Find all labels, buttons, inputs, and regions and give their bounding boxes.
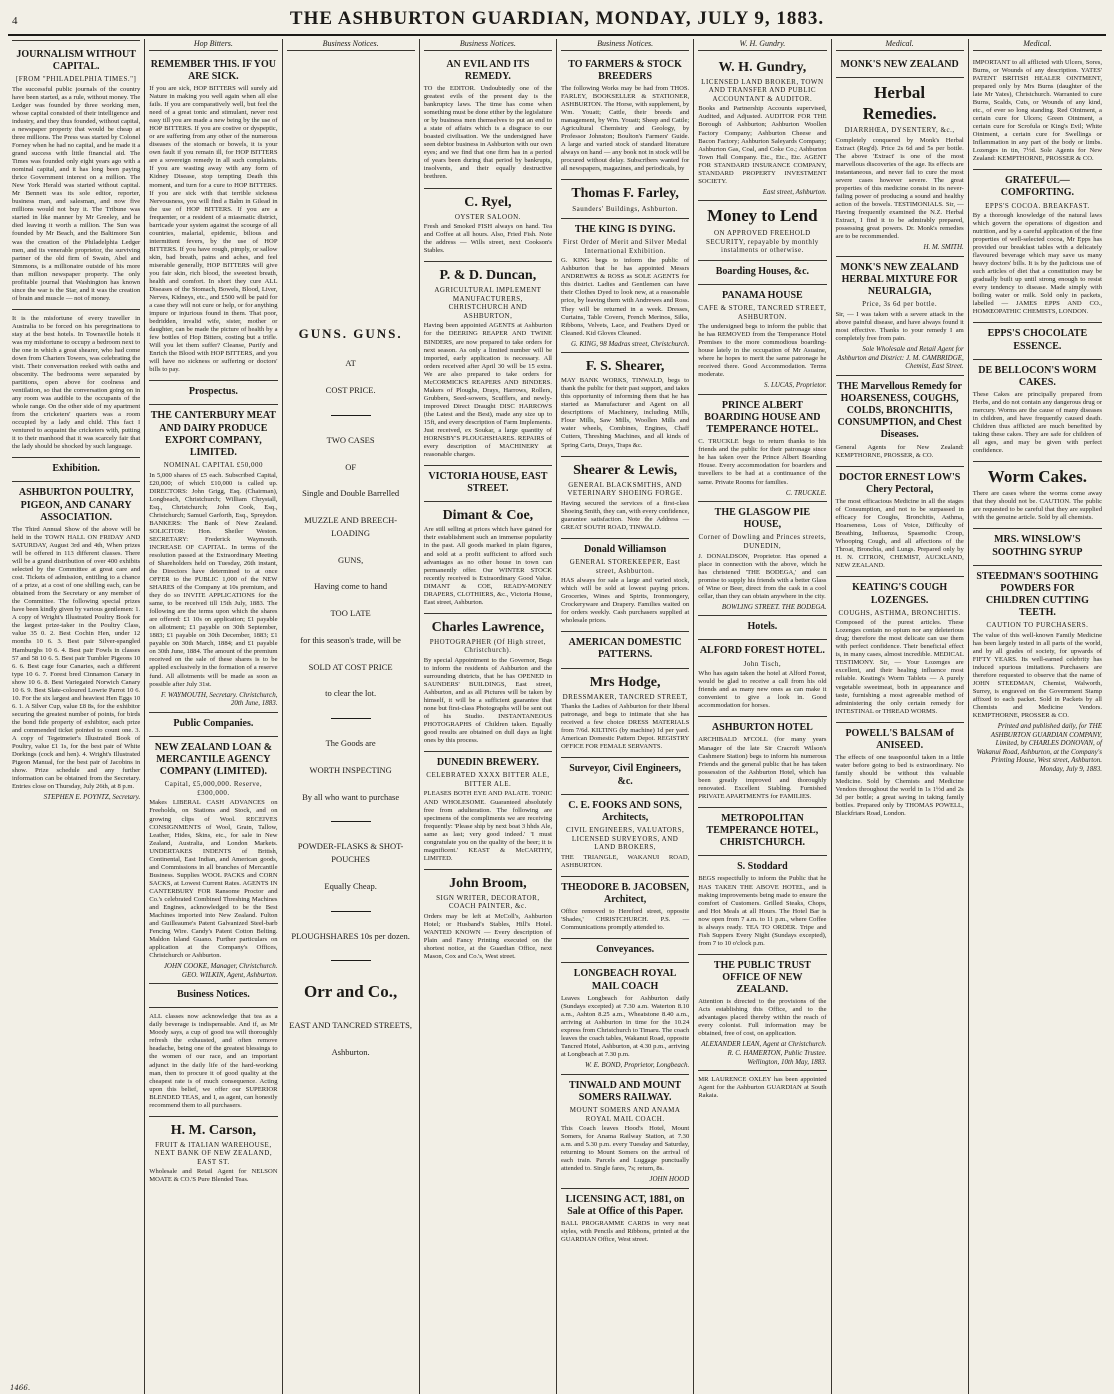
ad-body: Having secured the services of a first-class Shoeing Smith, they can, with every confidence, guarantee satisfaction. Note the Address — GREAT SOUTH ROAD, TINWALD. (561, 499, 690, 531)
divider-rule (331, 415, 371, 416)
guns-line-season: for this season's trade, will be (300, 634, 401, 645)
ad-subtitle: Capital, £5,000,000. Reserve, £300,000. (164, 780, 263, 797)
ad-title: THE PUBLIC TRUST OFFICE OF NEW ZEALAND. (713, 959, 811, 996)
advertisement (424, 752, 552, 870)
advertisement (698, 856, 826, 954)
ad-title: Money to Lend (707, 206, 818, 226)
ad-signature: F. WAYMOUTH, Secretary. Christchurch, 20th June, 1883. (161, 690, 278, 708)
column-heading: Medical. (973, 39, 1102, 51)
ad-subtitle: NOMINAL CAPITAL £50,000 (163, 461, 264, 470)
advertisement (698, 616, 826, 640)
guns-line-firm: Orr and Co., (304, 982, 398, 1002)
ad-body: Wholesale and Retail Agent for NELSON MOATE & CO.'S Pure Blended Teas. (149, 1168, 278, 1184)
ad-title: KEATING'S COUGH LOZENGES. (852, 582, 948, 606)
ad-body: BALL PROGRAMME CARDS in very neat styles, with Pencils and Ribbons, printed at the GUARDIAN Office, West street. (561, 1220, 690, 1244)
advertisement (561, 353, 689, 456)
guns-line-guns2: GUNS, (337, 554, 364, 565)
ad-signature: East street, Ashburton. (762, 187, 827, 196)
advertisement (149, 381, 277, 405)
ad-body: The most efficacious Medicine in all the stages of Consumption, and not to be surpassed in efficacy for Coughs, Bronchitis, Asthma, Hoarseness, Loss of Voice, Difficulty of Breathing, Influenza, Spasmodic Croup, Whooping Cough, and all affections of the Throat, Bronchia, and Lungs. Prepared only by H. N. CITRON, CHEMIST, AUCKLAND, NEW ZEALAND. (835, 498, 964, 570)
ad-title: MRS. WINSLOW'S SOOTHING SYRUP (992, 534, 1083, 558)
divider-rule (331, 960, 371, 961)
ad-body: ARCHIBALD M'COLL (for many years Manager of the late Sir Cracroft Wilson's Cashmere Station) begs to inform his numerous Friends and the general public that he has taken possession of the Ashburton Hotel, which has been greatly improved and thoroughly renovated. Excellent Stabling. Furnished PRIVATE APARTMENTS for FAMILIES. (698, 736, 827, 800)
column-6 (694, 39, 831, 1394)
ad-signature: G. KING, 98 Madras street, Christchurch. (570, 339, 690, 348)
columns-grid (8, 39, 1106, 1394)
advertisement (698, 285, 826, 395)
divider-rule (331, 911, 371, 912)
ad-title: AN EVIL AND ITS REMEDY. (446, 58, 530, 82)
ad-body: PLEASES BOTH EYE AND PALATE. TONIC AND WHOLESOME. Guaranteed absolutely free from adulteration. The following are specimens of the compliments we are receiving frequently: 'Please ship by next boat 3 hhds Ale, same as last; very good indeed.' 'I must congratulate you on the quality of the beer; it is magnificent.' KEAST & McCARTHY, LIMITED. (423, 790, 552, 862)
advertisement (424, 262, 552, 466)
guns-line-goods: The Goods are (325, 738, 376, 748)
ad-title: ALFORD FOREST HOTEL. (699, 645, 825, 657)
advertisement (561, 1075, 689, 1189)
guns-line-cases: TWO CASES (326, 434, 375, 445)
column-heading: Business Notices. (287, 39, 415, 51)
advertisement (149, 713, 277, 737)
ad-title: Business Notices. (176, 989, 250, 1001)
ad-body: Who has again taken the hotel at Alford Forest, would be glad to receive a call from his old friends and as many new ones as can make it convenient to give a look in. Good accommodation for horses. (698, 670, 827, 710)
guns-line-single: Single and Double Barrelled (302, 488, 400, 499)
column-heading: Business Notices. (561, 39, 689, 51)
ad-body: MAY BANK WORKS, TINWALD, begs to thank the public for their past support, and takes this opportunity of informing them that he has started as Manufacturer and Agent on all descriptions of Machinery, including Mills, Flour Mills, Saw Mills, Woollen Mills and water wheels, Combines, Engines, Chaff Cutters, Threshing Machines, and all kinds of Spring Carts, Drays, Traps &c. (561, 377, 690, 449)
guns-line-sold: SOLD AT COST PRICE (308, 661, 393, 672)
advertisement (973, 462, 1102, 529)
ad-title: DE BELLOCON'S WORM CAKES. (978, 364, 1097, 389)
advertisement (973, 170, 1102, 323)
ad-subtitle: CAUTION TO PURCHASERS. (986, 621, 1089, 630)
ad-title: LONGBEACH ROYAL MAIL COACH (573, 968, 677, 992)
advertisement (698, 1071, 826, 1106)
advertisement (561, 1189, 689, 1250)
ad-body: Leaves Longbeach for Ashburton daily (Sundays excepted) at 7.30 a.m. Waterton 8.10 a.m., Ashton 8.25 a.m., Wheatstone 8.40 a.m., arriving at Ashburton in time for the 10.24 express from Christchurch to Timaru. The coach leaves the coach tables, Wakanui Road, opposite Tancred Hotel, Ashburton, at 4.30 p.m., arriving at Longbeach at 7.30 p.m. (561, 994, 690, 1059)
ad-signature: Printed and published daily, for THE ASHBURTON GUARDIAN COMPANY, Limited, by CHARLES DONOVAN, of Wakanui Road, Ashburton, at the Company's Printing House, West street, Ashburton. Monday, July 9, 1883. (976, 722, 1102, 773)
ad-title: TO FARMERS & STOCK BREEDERS (568, 58, 682, 82)
advertisement (149, 54, 277, 382)
ad-body: The Third Annual Show of the above will be held in the TOWN HALL ON FRIDAY AND SATURDAY, August 3rd and 4th, When prizes will be offered in 113 different classes. There will be a grand distribution of over 400 exhibits selected by the Committee at great care and cost. Tickets of admission, entitling to a chance of a prize, at a cost of one shilling each, can be obtained from the Secretary or any member of the Committee. The following special prizes have been kindly given by various gentlemen: 1. A copy of Wright's Illustrated Poultry Book for the largest prize-taker in the Poultry Class, value 35 0. 2. Best Cochin Hen, under 12 months 10 6. 3. Best pair Silver-spangled Hamburghs 10 6. 4. Best pair Fowls in classes 57 and 58 10 6. 5. Best pair Tumbler Pigeons 10 6. 6. Best cage four Canaries, each a different type 10 6. 7. Forest bred Cinnamon Canary in show 10 6. 8. Best Variegated Norwich Canary 10 6. 9. Best Slate-coloured Lowrie Parrot 10 6. 10. For the six largest and heaviest Hen Eggs 10 6. 1. A Silver Cup, value £8 8s, for the exhibitor securing the greatest number of points, for birds the bond fide property of exhibitor, each prize and commended ticket pointed to count one. 3. A copy of Tegetmeier's Illustrated Book of Poultry, value £1 1s, for the best pair of White Dorkings (cock and hen). 4. Wright's Illustrated Pigeon Manual, for the best pair of Jacobins in show. Prize schedule and any further information can be obtained from the Secretary. Entries close on Thursday, July 26th, at 8 p.m. (12, 526, 141, 791)
newspaper-title: THE ASHBURTON GUARDIAN, MONDAY, JULY 9, 1883. (289, 8, 825, 29)
column-8 (969, 39, 1106, 1394)
ad-signature: ALEXANDER LEAN, Agent at Christchurch. R. C. HAMERTON, Public Trustee. Wellington, 10th May, 1883. (701, 1040, 827, 1066)
advertisement (149, 984, 277, 1008)
advertisement (698, 640, 826, 717)
ad-body: Office removed to Hereford street, opposite 'Shades,' CHRISTCHURCH. P.S. — Communications promptly attended to. (561, 908, 690, 932)
guns-line-worth: WORTH INSPECTING (309, 764, 392, 775)
guns-line-cheap: Equally Cheap. (324, 880, 377, 891)
ad-body: Books and Partnership Accounts supervised, Audited, and Adjusted. AUDITOR FOR THE Borough of Ashburton; Ashburton Woollen Factory Company; Ashburton Cheese and Bacon Factory; Ashburton Saleyards Company; Ashburton Gas, Coal, and Coke Co.; Ashburton Town Hall Company. Etc., Etc., Etc. AGENT FOR STANDARD INSURANCE COMPANY, STANDARD PROPERTY INVESTMENT SOCIETY. (698, 105, 827, 185)
ad-body: By a thorough knowledge of the natural laws which govern the operations of digestion and nutrition, and by a careful application of the fine properties of well-selected cocoa, Mr Epps has provided our breakfast tables with a delicately flavoured beverage which may save us many heavy doctors' bills. It is by the judicious use of such articles of diet that a constitution may be gradually built up until strong enough to resist every tendency to disease. Made simply with boiling water or milk. Sold only in packets, labelled — JAMES EPPS AND CO., HOMŒOPATHIC CHEMISTS, LONDON. (972, 212, 1102, 316)
advertisement (836, 467, 964, 578)
advertisement (973, 566, 1102, 778)
ad-title: Worm Cakes. (987, 467, 1087, 487)
ad-title: THEODORE B. JACOBSEN, Architect, (561, 881, 690, 905)
ad-title: THE Marvellous Remedy for HOARSENESS, COUGHS, COLDS, BRONCHITIS, CONSUMPTION, and Chest Diseases. (837, 380, 962, 441)
advertisement (12, 310, 140, 459)
advertisement (561, 457, 689, 539)
ad-title: TINWALD AND MOUNT SOMERS RAILWAY. (569, 1079, 682, 1103)
ad-body: The value of this well-known Family Medicine has been largely tested in all parts of the world, and by all grades of society, for upwards of FIFTY YEARS. Its well-earned celebrity has induced spurious imitations. Purchasers are therefore requested to observe that the name of JOHN STEEDMAN, Chemist, Walworth, Surrey, is engraved on the Government Stamp affixed to each packet. Sold in Packets by all Chemists and Medicine Vendors. KEMPTHORNE, PROSSER & CO. (972, 631, 1102, 720)
ad-body: It is the misfortune of every traveller in Australia to be forced on his peregrinations to stay at the best hotels. In Townsville hotels it was my misfortune to occupy a bedroom next to the one in which a great shearer, who had come down from Charters Towers, was celebrating the visit. Their conversation reeked with oaths and obscenity. The bedrooms were separated by partitions, open above for coolness and ventilation, so that the conversation going on in any room was audible to the occupants of the whole range. On the other side of my apartment from the cricketers' quarters was a room occupied by a lady and child. This fact I ventured to acquaint the cricketers with, putting it to their manhood that it was scarcely fair that the lady should be shocked by such language. (12, 314, 141, 451)
guns-line-ploughs: PLOUGHSHARES 10s per dozen. (291, 930, 410, 941)
ad-title: Charles Lawrence, (431, 619, 545, 635)
advertisement (424, 54, 552, 189)
ad-body: Are still selling at prices which have gained for their establishment such an immense popularity in the past. All goods marked in plain figures, and sold at a profit sufficient to afford such advantages as no other house in town can permanently offer. Our WINTER STOCK recently received is Extraordinary Good Value. DIMANT & COE, READY-MONEY DRAPERS, CLOTHIERS, &c., Victoria House, East street, Ashburton. (423, 526, 552, 606)
column-4 (420, 39, 557, 1394)
guns-line-of: OF (345, 461, 357, 472)
guns-advertisement (287, 54, 415, 1059)
ad-subtitle: CIVIL ENGINEERS, VALUATORS, LICENSED SURVEYORS, AND LAND BROKERS, (566, 826, 685, 852)
ad-title: Thomas F. Farley, (571, 186, 679, 202)
ad-body: General Agents for New Zealand: KEMPTHORNE, PROSSER, & CO. (835, 443, 964, 459)
ad-title: Exhibition. (52, 463, 100, 475)
column-heading: Medical. (836, 39, 964, 51)
ad-title: Mrs Hodge, (589, 674, 661, 690)
ad-body: Fresh and Smoked FISH always on hand. Tea and Coffee at all hours. Also, Fried Fish. Note the address — Wills street, next Cookson's Stables. (423, 223, 552, 255)
advertisement (561, 54, 689, 181)
ad-body: There are cases where the worms come away that they should not be. CAUTION. The public are requested to be careful that they are supplied with the genuine article. Sold by all chemists. (972, 490, 1102, 522)
advertisement (836, 723, 964, 825)
advertisement (973, 529, 1102, 565)
column-heading: Hop Bitters. (149, 39, 277, 51)
ad-title: REMEMBER THIS. IF YOU ARE SICK. (150, 58, 276, 82)
ad-title: THE GLASGOW PIE HOUSE, (714, 507, 811, 531)
ad-body: Sir, — I was taken with a severe attack in the above painful disease, and have always found it most effective. Thanks to your remedy I am completely free from pain. (835, 310, 964, 343)
footer-number: 1466. (10, 1384, 31, 1392)
ad-subtitle: GENERAL STOREKEEPER, East street, Ashburton. (569, 557, 681, 575)
ad-signature: JOHN HOOD (649, 1175, 690, 1184)
ad-title: Boarding Houses, &c. (715, 265, 810, 277)
ad-subtitle: PHOTOGRAPHER (Of High street, Christchurch). (429, 637, 546, 655)
ad-body: HAS always for sale a large and varied stock, which will be sold at lowest paying prices. Groceries, Wines and Spirits, Ironmongery, Crockeryware and Drapery. Families waited on for orders weekly. Cash purchasers supplied at wholesale prices. (561, 577, 690, 625)
ad-body: Attention is directed to the provisions of the Acts establishing this Office, and to the advantages placed thereby within the reach of every colonist. Full information may be obtained, free of cost, on application. (698, 998, 827, 1038)
ad-body: The following Works may be had from THOS. FARLEY, BOOKSELLER & STATIONER, ASHBURTON. The Horse, with supplement, by Wm. Youatt; Cattle, their breeds and management, by Wm. Youatt; Sheep and Cattle; Agricultural Chemistry and Geology, by Professor Johnston; Boulton's Farmers' Guide. A large and varied stock of standard literature always on hand — any book not in stock will be procured without delay. Subscribers wanted for all newspapers, magazines, and periodicals, by (561, 85, 690, 173)
advertisement (698, 54, 826, 202)
ad-title: C. E. FOOKS AND SONS, Architects, (568, 799, 682, 823)
column-7 (832, 39, 969, 1394)
guns-line-cost: COST PRICE. (325, 385, 376, 395)
advertisement (424, 502, 552, 613)
advertisement (836, 78, 964, 257)
guns-line-town: Ashburton. (331, 1046, 370, 1057)
advertisement (698, 502, 826, 616)
ad-body: By special Appointment to the Governor, Begs to inform the residents of Ashburton and the surrounding districts, that he has OPENED in SAUNDERS' BUILDINGS, East street, Ashburton, and as all Pictures will be taken by himself, it will be a sufficient guarantee that none but first-class Photographs will be sent out of his Studio. INSTANTANEOUS PHOTOGRAPHS of Children taken. Equally good results are obtained on dull days as light ones by this process. (423, 656, 552, 745)
ad-subtitle: SIGN WRITER, DECORATOR, COACH PAINTER, &c. (436, 893, 540, 911)
advertisement (424, 466, 552, 502)
advertisement (149, 405, 277, 712)
advertisement (836, 577, 964, 722)
ad-signature: C. TRUCKLE. (785, 488, 827, 497)
ad-subtitle: AGRICULTURAL IMPLEMENT MANUFACTURERS, CHRISTCHURCH AND ASHBURTON, (434, 286, 542, 320)
advertisement (12, 458, 140, 482)
guns-line-at: AT (345, 358, 356, 369)
ad-title: ASHBURTON HOTEL (711, 722, 813, 734)
ad-signature: BOWLING STREET. THE BODEGA. (721, 602, 827, 611)
advertisement (561, 219, 689, 353)
ad-title: EPPS'S CHOCOLATE ESSENCE. (987, 328, 1088, 352)
ad-body: IMPORTANT to all afflicted with Ulcers, Sores, Burns, or Wounds of any description. YATES' PATENT BRITISH HEALER OINTMENT, prepared only by Mrs Burns (daughter of the late Mr Yates), Christchurch. Warranted to cure Burns, Scalds, Cuts, or Wounds of any kind, etc., of ever so long standing. Red Ointment, a certain cure for Ulcers; Green Ointment, a certain cure for Scrofula or King's Evil; White Ointment, a certain cure for Swellings or Inflammation in any part of the body or limbs. Lozenges in tin, 7½d. Sole Agents for New Zealand: KEMPTHORNE, PROSSER & CO. (972, 58, 1102, 163)
ad-body: The undersigned begs to inform the public that he has REMOVED from the Temperance Hotel Premises to the more commodious boarding-house lately in the occupation of Mr Asuaine, where he hopes to merit the same patronage he received there. Good Accommodation. Terms moderate. (698, 323, 827, 379)
guns-line-late: TOO LATE (330, 608, 371, 618)
divider-rule (331, 821, 371, 822)
ad-title: MONK'S NEW ZEALAND (840, 58, 959, 70)
ad-body: Having been appointed AGENTS at Ashburton for the DEERING REAPER AND TWINE BINDERS, are now prepared to take orders for next season. As only a limited number will be imported, early application is necessary. All orders received after April 30 will be 15 extra. We are also prepared to take orders for McCORMICK'S REAPERS AND BINDERS. Makers of Ploughs, Drays, Harrows, Rollers, Grubbers, Seed-sowers, Scufflers, and newly-improved Direct Draught DISC HARROWS (the Latest and the Best), made any size up to 15ft, and every description of Farm Implements. Just received, ex Soukar, a large quantity of HORNSBY'S PLOUGHSHARES. REPAIRS of every description of MACHINERY at reasonable charges. (423, 322, 552, 458)
ad-signature: H. M. SMITH. (923, 243, 964, 252)
ad-body: Thanks the Ladies of Ashburton for their liberal patronage, and begs to intimate that she has received a few choice DRESS MATERIALS from 7/6d. KILTING (by machine) 1d per yard. American Domestic Pattern Depot. REGISTRY OFFICE FOR FEMALE SERVANTS. (561, 703, 690, 751)
ad-body: Orders may be left at McColl's, Ashburton Hotel; or Husband's Stables, Hill's Hotel. WANTED KNOWN — Every description of Plain and Fancy Printing executed on the shortest notice, at the Guardian Office, next Mason, Cox and Co.'s, West street. (423, 912, 552, 961)
advertisement (698, 955, 826, 1071)
ad-title: AMERICAN DOMESTIC PATTERNS. (568, 637, 682, 661)
advertisement (698, 261, 826, 285)
ad-signature: Sole Wholesale and Retail Agent for Ashburton and District: J. M. CAMBRIDGE, Chemist, East Street. (837, 345, 964, 371)
advertisement (561, 939, 689, 963)
advertisement (561, 632, 689, 668)
ad-signature: W. E. BOND, Proprietor, Longbeach. (584, 1061, 690, 1070)
ad-body: THE TRIANGLE, WAKANUI ROAD, ASHBURTON. (561, 853, 690, 869)
divider-rule (331, 718, 371, 719)
ad-body: C. TRUCKLE begs to return thanks to his friends and the public for their patronage since he has taken over the Prince Albert Boarding House. Every accommodation for boarders and travellers to be had at a continuance of the same. Private Rooms for families. (698, 438, 827, 486)
ad-title: DOCTOR ERNEST LOW'S Chery Pectoral, (838, 471, 961, 495)
ad-body: ALL classes now acknowledge that tea as a daily beverage is indispensable. And if, as Mr Moody says, a cup of good tea will thoroughly refresh the exhausted, and often remove headache, being one of the greatest blessings to the women of our race, and an important adjunct in the daily life of the hard-working man, then to procure it of good quality at the cheapest rate is of much consequence. Acting upon this belief, we offer our SUPERIOR BLENDED TEAS, and I, as agent, can honestly recommend them to all purchasers. (149, 1013, 278, 1109)
ad-title: Shearer & Lewis, (573, 462, 678, 478)
guns-line-street: EAST AND TANCRED STREETS, (289, 1019, 412, 1030)
column-heading: W. H. Gundry. (698, 39, 826, 51)
ad-subtitle: OYSTER SALOON. (454, 212, 521, 221)
ad-body: If you are sick, HOP BITTERS will surely aid Nature in making you well again when all else fails. If you are comparatively well, but feel the need of a great tonic and stimulant, never rest easy till you are made a new being by the use of HOP BITTERS. If you are costive or dyspeptic, or are suffering from any other of the numerous diseases of the stomach or bowels, it is your own fault if you remain ill, for HOP BITTERS are a sovereign remedy in all such complaints. If you are wasting away with any form of Kidney Disease, stop tempting Death this moment, and turn for a cure to HOP BITTERS. If you are sick with that terrible sickness Nervousness, you will find a Balm in Gilead in the use of HOP BITTERS. If you are a frequenter, or a resident of a miasmatic district, barricade your system against the scourge of all countries, malarial, epidemic, bilious and intermittent fevers, by the use of HOP BITTERS. If you have rough, pimply, or sallow skin, bad breath, pains and aches, and feel miserable generally, HOP BITTERS will give you fair skin, rich blood, the sweetest breath, health and comfort. In short they cure ALL Diseases of the Stomach, Bowels, Blood, Liver, Nerves, Kidneys, etc., and £500 will be paid for a case they will not cure or help, or for anything impure or injurious found in them. That poor, bedridden, invalid wife, sister, mother or daughter, can be made the picture of health by a few bottles of Hop Bitters, costing but a trifle. Will you let them suffer? Cleanse, Purify and Enrich the Blood with HOP BITTERS, and you will have no sickness or suffering or doctors' bills to pay. (149, 85, 278, 374)
ad-subtitle: [FROM "PHILADELPHIA TIMES."] (15, 75, 137, 84)
ad-subtitle: MOUNT SOMERS AND ANAMA ROYAL MAIL COACH. (569, 1106, 681, 1123)
ad-title: PANAMA HOUSE (722, 289, 803, 301)
advertisement (561, 877, 689, 939)
ad-signature: STEPHEN E. POYNTZ, Secretary. (43, 793, 141, 802)
column-5 (557, 39, 694, 1394)
advertisement (836, 54, 964, 78)
ad-body: Completely conquered by Monk's Herbal Extract (Reg'd). Price 2s 6d and 5s per bottle. The above 'Extract' is one of the most marvellous discoveries of the age. Its effects are instantaneous, and never fail to cure the most severe cases however severe. The great properties of this medicine consist in its never-failing power of producing a sound and healthy action of the bowels. TESTIMONIALS. Sir, — Having frequently examined the N.Z. Herbal Extract, I find it to be admirably prepared, possessing great powers. Dr. Monk's remedies are to be recommended. (835, 136, 964, 241)
advertisement (561, 963, 689, 1074)
advertisement (561, 539, 689, 632)
ad-subtitle: LICENSED LAND BROKER, TOWN AND TRANSFER AND PUBLIC ACCOUNTANT & AUDITOR. (701, 77, 824, 103)
ad-subtitle: DRESSMAKER, TANCRED STREET, (562, 692, 688, 701)
ad-title: LICENSING ACT, 1881, on Sale at Office of this Paper. (565, 1193, 685, 1217)
advertisement (836, 376, 964, 467)
guns-line-muzzle: MUZZLE AND BREECH-LOADING (304, 515, 398, 538)
ad-subtitle: CAFE & STORE, TANCRED STREET, ASHBURTON. (698, 303, 827, 321)
ad-title: JOURNALISM WITHOUT CAPITAL. (16, 49, 136, 73)
ad-title: Herbal Remedies. (862, 82, 937, 123)
ad-title: POWELL'S BALSAM of ANISEED. (845, 727, 954, 751)
ad-title: GRATEFUL—COMFORTING. (1000, 175, 1074, 199)
advertisement (424, 614, 552, 752)
advertisement (973, 323, 1102, 359)
advertisement (836, 257, 964, 376)
column-heading (12, 39, 140, 41)
advertisement (149, 737, 277, 984)
ad-body: TO the EDITOR. Undoubtedly one of the greatest evils of the present day is the bankruptcy laws. The time has come when something must be done either by the legislature or by business men themselves to put an end to a state of affairs which is a disgrace to our boasted civilisation. We the undersigned have seen debtor business in Ashburton with our own eyes; and we find that one firm has in a period of years been during that period by bankrupts, insolvents, and their equally destructive brethren. (423, 85, 552, 181)
ad-subtitle: ON APPROVED FREEHOLD SECURITY, repayable by monthly instalments or otherwise. (705, 229, 819, 255)
ad-title: Public Companies. (173, 717, 254, 729)
ad-subtitle: FRUIT & ITALIAN WAREHOUSE, NEXT BANK OF NEW ZEALAND, EAST ST. (154, 1140, 273, 1166)
column-heading: Business Notices. (424, 39, 552, 51)
ad-body: In 5,000 shares of £5 each. Subscribed Capital, £20,000; of which £10,000 is called up. DIRECTORS: John Grigg, Esq. (Chairman), Longbeach, Christchurch; William Chrystall, Esq., Christchurch; John Cook, Esq., Christchurch; Samuel Garforth, Esq., Spreydon. BANKERS: The Bank of New Zealand. SOLICITOR: Hon. Sheiler Weston. SECRETARY: Frederick Waymouth. INCREASE OF CAPITAL. In terms of the resolution passed at the Extraordinary Meeting of Shareholders held on Tuesday, 26th instant, the Directors have determined to at once OFFER to the PUBLIC 1,000 of the NEW SHARES of the Company at 10s premium, and they do so INVITE APPLICATIONS for the same, to be received till 15th July, 1883. The following are the terms upon which the shares are offered: £1 10s on application; £1 payable on allotment; £1 payable on 30th September, 1883; £1 payable on 30th December, 1883; £1 payable on 30th March, 1884; and £1 payable on 30th June, 1884. The amount of the premium received on the sale of these shares is to be applied exclusively in the formation of a reserve fund. All allotments will be made as soon as possible after July 31st. (149, 471, 278, 688)
advertisement (561, 180, 689, 219)
guns-line-title: GUNS. GUNS. (298, 325, 403, 341)
advertisement (973, 54, 1102, 170)
ad-title: Donald Williamson (584, 543, 667, 555)
ad-body: J. DONALDSON, Proprietor. Has opened a place in connection with the above, which he has christened 'THE BODEGA,' and can promise to supply his friends with a better Glass of Wine or Beer, direct from the cask in a cool cellar, than they can obtain anywhere in the city. (698, 552, 827, 600)
advertisement (698, 201, 826, 260)
ad-subtitle: Price, 3s 6d per bottle. (862, 300, 938, 309)
ad-signature: JOHN COOKE, Manager, Christchurch. GEO. WILKIN, Agent, Ashburton. (163, 962, 278, 979)
column-1 (8, 39, 145, 1394)
ad-title: THE KING IS DYING. (574, 224, 676, 236)
ad-title: STEEDMAN'S SOOTHING POWDERS FOR CHILDREN CUTTING TEETH. (976, 570, 1099, 619)
ad-subtitle: CELEBRATED XXXX BITTER ALE, BITTER ALE. (426, 771, 550, 788)
guns-line-want: By all who want to purchase (302, 791, 400, 802)
advertisement (149, 1008, 277, 1116)
ad-title: DUNEDIN BREWERY. (436, 757, 539, 769)
ad-body: BEGS respectfully to inform the Public that he HAS TAKEN THE ABOVE HOTEL, and is making improvements being made to ensure the comfort of Customers. Grilled Steaks, Chops, and Hot Meals at all Hours. The Hotel Bar is now open from 7 a.m. to 11 p.m., where Coffee is always ready. TEA TO ORDER. Tripe and Fish Suppers Every Night (Sundays excepted), from 7 to 10 o'clock p.m. (698, 875, 827, 947)
advertisement (149, 1117, 277, 1191)
ad-signature: S. LUCAS, Proprietor. (763, 381, 827, 390)
ad-subtitle: DIARRHŒA, DYSENTERY, &c., (844, 126, 955, 135)
advertisement (698, 808, 826, 857)
ad-title: THE CANTERBURY MEAT AND DAIRY PRODUCE EXPORT COMPANY, LIMITED. (150, 410, 276, 458)
ad-subtitle: Saunders' Buildings, Ashburton. (572, 204, 679, 213)
ad-subtitle: EPPS'S COCOA. BREAKFAST. (985, 201, 1090, 210)
page-number: 4 (12, 15, 18, 27)
ad-subtitle: First Order of Merit and Silver Medal International Exhibition. (562, 238, 688, 255)
ad-title: Prospectus. (188, 386, 238, 398)
ad-title: John Broom, (449, 875, 527, 891)
advertisement (973, 360, 1102, 463)
advertisement (561, 758, 689, 794)
ad-title: W. H. Gundry, (718, 59, 807, 75)
ad-body: G. KING begs to inform the public of Ashburton that he has appointed Messrs ANDREWES & ROSS as SOLE AGENTS for this district. Ladies and Gentlemen can have their Clothes Dyed to look new, at a reasonable price, by leaving them with Andrewes and Ross. They will be returned in a week. Dresses, Curtains, Table Covers, French Merinos, Silks, Ribbons, Velvets, Lace, and Feathers Dyed or Cleaned. Kid Gloves Cleaned. (561, 257, 690, 337)
ad-title: PRINCE ALBERT BOARDING HOUSE AND TEMPERANCE HOTEL. (704, 399, 821, 436)
guns-line-clear: to clear the lot. (325, 688, 377, 699)
ad-subtitle: GENERAL BLACKSMITHS, AND VETERINARY SHOEING FORGE. (567, 480, 683, 498)
ad-body: MR LAURENCE OXLEY has been appointed Agent for the Ashburton GUARDIAN at South Rakaia. (698, 1076, 827, 1100)
ad-title: F. S. Shearer, (585, 359, 665, 375)
ad-title: P. & D. Duncan, (439, 268, 537, 284)
advertisement (424, 189, 552, 263)
advertisement (12, 482, 140, 805)
ad-title: MONK'S NEW ZEALAND HERBAL MIXTURE FOR NEURALGIA, (840, 261, 959, 298)
ad-body: This Coach leaves Hood's Hotel, Mount Somers, for Anama Railway Station, at 7.30 a.m. and 5.30 p.m. every Tuesday and Saturday, returning to Mount Somers on the arrival of each train. Parcels and Luggage punctually attended to. Single fares, 7s; return, 8s. (561, 1125, 690, 1173)
column-2 (145, 39, 282, 1394)
ad-title: H. M. Carson, (170, 1122, 256, 1138)
ad-title: Dimant & Coe, (442, 508, 534, 524)
masthead (8, 6, 1106, 36)
ad-title: Surveyor, Civil Engineers, &c. (569, 763, 682, 787)
ad-title: NEW ZEALAND LOAN & MERCANTILE AGENCY COMPANY (LIMITED). (154, 741, 273, 778)
advertisement (561, 669, 689, 759)
ad-body: Composed of the purest articles. These Lozenges contain no opium nor any deleterious drug; therefore the most delicate can use them with perfect confidence. Their beneficial effect is, in many cases, almost incredible. MEDICAL TESTIMONY. Sir, — Your Lozenges are excellent, and their healing influence most reliable. Keating's Worm Tablets — A purely vegetable sweetmeat, both in appearance and taste, furnishing a most agreeable method of administering the only certain remedy for INTESTINAL or THREAD WORMS. (835, 619, 964, 715)
advertisement (698, 717, 826, 807)
ad-title: Hotels. (747, 621, 778, 633)
ad-body: These Cakes are principally prepared from Herbs, and do not contain any dangerous drug or mercury. Worms are the cause of many diseases in children, and have frequently caused death. Children thus afflicted are much benefited by taking these cakes. They are safe for children of all ages, and may be given with perfect confidence. (972, 391, 1102, 455)
advertisement (12, 44, 140, 310)
ad-title: Conveyances. (596, 944, 655, 956)
ad-body: Makes LIBERAL CASH ADVANCES on Freeholds, on Stations and Stock, and on growing clips of Wool. RECEIVES CONSIGNMENTS of Wool, Grain, Tallow, Leather, Hides, Skins, etc., for sale in New Zealand, Australia, and London Markets. UNDERTAKES INDENTS of British, Continental, East Indian, and American goods, and Commissions in all branches of Mercantile Business. Supplies WOOL PACKS and CORN SACKS, at Lowest Current Rates. AGENTS IN CANTERBURY FOR Ransome Proctor and Co.'s celebrated Combined Threshing Machines and Engines, acknowledged to be the Best Machines imported into New Zealand. Fulton and Guilleaume's Patent Galvanized Steel-barb Fencing Wire. Candy's Patent Cotton Belting. Maldon Island Guano. Further particulars on application at the Company's Offices, Christchurch or Ashburton. (149, 799, 278, 960)
ad-body: The effects of one teaspoonful taken in a little water before going to bed is extraordinary. No family should be without this valuable Medicine. Sold by Chemists and Medicine Vendors throughout the world in 1s 1½d and 2s 3d per bottle; a great saving in taking family bottles. Prepared only by THOMAS POWELL, Blackfriars Road, London. (835, 754, 964, 818)
advertisement (424, 870, 552, 967)
ad-title: VICTORIA HOUSE, EAST STREET. (428, 470, 548, 495)
ad-subtitle: Corner of Dowling and Princes streets, DUNEDIN, (698, 533, 827, 550)
ad-body: The successful public journals of the country have been started, as a rule, without money. The Ledger was founded by three working men, whose capital consisted of their intelligence and industry, and they thus founded, without capital, a newspaper property that would be cheap at three millions. The Press was started by Colonel Forney when he had no capital, and he made it a grand success with little financial aid. The Times was founded only eight years ago with a nominal capital, and it has long been paying thrice Government interest on a million. The New York Herald was started without capital. Mr Bennett was its sole editor, reporter, business man, and salesman, and now five millions would not buy it. The Tribune was started in like manner by Mr Greeley, and he died leaving it worth a million. The Sun was founded by Mr Beach, and the Baltimore Sun was the creation of the Philadelphia Ledger men, and its venerable proprietor, the surviving partner of the old firm of Swain, Abel and Simmons, is a millionaire outside of his more than million newspaper property. The only profitable journal that Washington has known since the war is the Star, and it was the creation of brain and muscle — not of money. (12, 85, 141, 302)
guns-line-powder: POWDER-FLASKS & SHOT-POUCHES (297, 841, 404, 864)
ad-title: S. Stoddard (737, 861, 788, 873)
ad-subtitle: John Tisch, (743, 659, 782, 668)
ad-title: METROPOLITAN TEMPERANCE HOTEL, CHRISTCHURCH. (706, 812, 819, 849)
advertisement (698, 395, 826, 502)
column-3 (283, 39, 420, 1394)
ad-subtitle: COUGHS, ASTHMA, BRONCHITIS. (838, 608, 961, 617)
ad-title: ASHBURTON POULTRY, PIGEON, AND CANARY ASSOCIATION. (18, 487, 134, 523)
advertisement (561, 795, 689, 877)
guns-line-came: Having come to hand (314, 581, 388, 592)
ad-title: C. Ryel, (464, 194, 512, 210)
